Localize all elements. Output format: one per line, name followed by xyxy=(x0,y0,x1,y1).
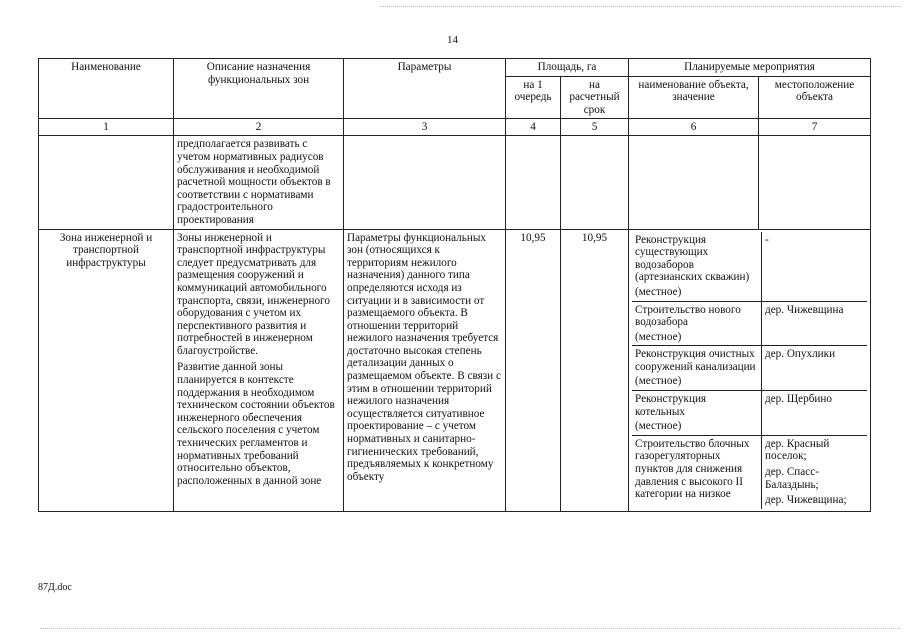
header-measures: Планируемые мероприятия xyxy=(629,59,871,77)
measure-object xyxy=(632,302,762,346)
measure-location xyxy=(762,232,867,301)
continuation-row xyxy=(39,136,871,229)
measure-kind: (местное) xyxy=(635,285,682,298)
measure-location-entry: дер. Чижевщина; xyxy=(765,494,847,507)
measure-location xyxy=(762,391,867,435)
header-measures-location: местоположение объекта xyxy=(759,76,871,119)
footer-filename: 87Д.doc xyxy=(38,582,72,593)
column-number: 6 xyxy=(629,119,759,136)
measure-object-name: Строительство нового водозабора xyxy=(635,303,741,329)
measures-cell xyxy=(629,229,871,511)
zone-row xyxy=(39,229,871,511)
zone-parameters: Параметры функциональных зон (относящихся к территориям нежилого назначения) данного типа определяются исходя из ситуации и в зависимости от размещаемого объекта. В отношении территорий нежилого назначения требуется достаточно высокая степень детализации данных о размещаемом объекте. В связи с этим в отношении территорий нежилого назначения осуществляется ситуативное проектирование – с учетом нормативных и санитарно-гигиенических требований, предъявляемых к конкретному объекту xyxy=(344,229,506,511)
zone-description-paragraph: Развитие данной зоны планируется в контексте поддержания в необходимом техническом состоянии объектов инженерного обеспечения сельского поселения с учетом технических регламентов и нормативных требований относительно объектов, расположенных в данной зоне xyxy=(177,361,335,487)
column-number: 2 xyxy=(174,119,344,136)
measure-location-entry: дер. Щербино xyxy=(765,393,832,406)
header-row-1 xyxy=(39,59,871,77)
measure-location xyxy=(762,302,867,346)
header-area: Площадь, га xyxy=(506,59,629,77)
column-number: 1 xyxy=(39,119,174,136)
measure-object-name: Реконструкция существующих водозаборов (артезианских скважин) xyxy=(635,233,750,284)
measure-item xyxy=(632,232,867,302)
measure-object-name: Реконструкция котельных xyxy=(635,393,707,418)
measure-location-entry: дер. Красный поселок; xyxy=(765,437,830,463)
measure-object xyxy=(632,232,762,301)
continuation-text: предполагается развивать с учетом нормативных радиусов обслуживания и необходимой расчетной мощности объектов в соответствии с нормативами градостроительного проектирования xyxy=(174,136,344,229)
measure-item xyxy=(632,436,867,509)
header-description: Описание назначения функциональных зон xyxy=(174,59,344,119)
header-parameters: Параметры xyxy=(344,59,506,119)
measure-item xyxy=(632,391,867,436)
header-name: Наименование xyxy=(39,59,174,119)
header-measures-object: наименование объекта, значение xyxy=(629,76,759,119)
measures-list xyxy=(632,232,867,509)
column-number: 7 xyxy=(759,119,871,136)
measure-location xyxy=(762,346,867,390)
scan-artifact-top xyxy=(380,6,900,7)
zone-description xyxy=(174,229,344,511)
measure-kind: (местное) xyxy=(635,420,682,433)
measure-location xyxy=(762,436,867,509)
measure-item xyxy=(632,346,867,391)
measure-object xyxy=(632,391,762,435)
column-number: 4 xyxy=(506,119,561,136)
column-number: 3 xyxy=(344,119,506,136)
zone-name: Зона инженерной и транспортной инфраструктуры xyxy=(39,229,174,511)
measure-location-entry: дер. Чижевщина xyxy=(765,303,844,316)
header-area-first: на 1 очередь xyxy=(506,76,561,119)
zone-area-first: 10,95 xyxy=(506,229,561,511)
page-number: 14 xyxy=(447,34,458,46)
measure-object-name: Строительство блочных газорегуляторных пунктов для снижения давления с высокого II категории на низкое xyxy=(635,437,750,501)
measure-kind: (местное) xyxy=(635,375,682,388)
measure-object xyxy=(632,436,762,509)
measure-object-name: Реконструкция очистных сооружений канализации xyxy=(635,348,756,373)
zone-description-paragraph: Зоны инженерной и транспортной инфраструктуры следует предусматривать для размещения сооружений и коммуникаций автомобильного транспорта, связи, инженерного оборудования с учетом их перспективного развития и потребностей в инженерном благоустройстве. xyxy=(177,231,330,357)
measure-kind: (местное) xyxy=(635,330,682,343)
zone-area-term: 10,95 xyxy=(561,229,629,511)
measure-location-entry: дер. Опухлики xyxy=(765,348,836,361)
measure-item xyxy=(632,302,867,347)
header-area-term: на расчетный срок xyxy=(561,76,629,119)
scan-artifact-bottom xyxy=(40,628,900,629)
measure-object xyxy=(632,346,762,390)
functional-zones-table xyxy=(38,58,871,512)
measure-location-entry: - xyxy=(765,233,769,246)
measure-location-entry: дер. Спасс-Балаздынь; xyxy=(765,466,819,491)
column-number: 5 xyxy=(561,119,629,136)
column-number-row xyxy=(39,119,871,136)
